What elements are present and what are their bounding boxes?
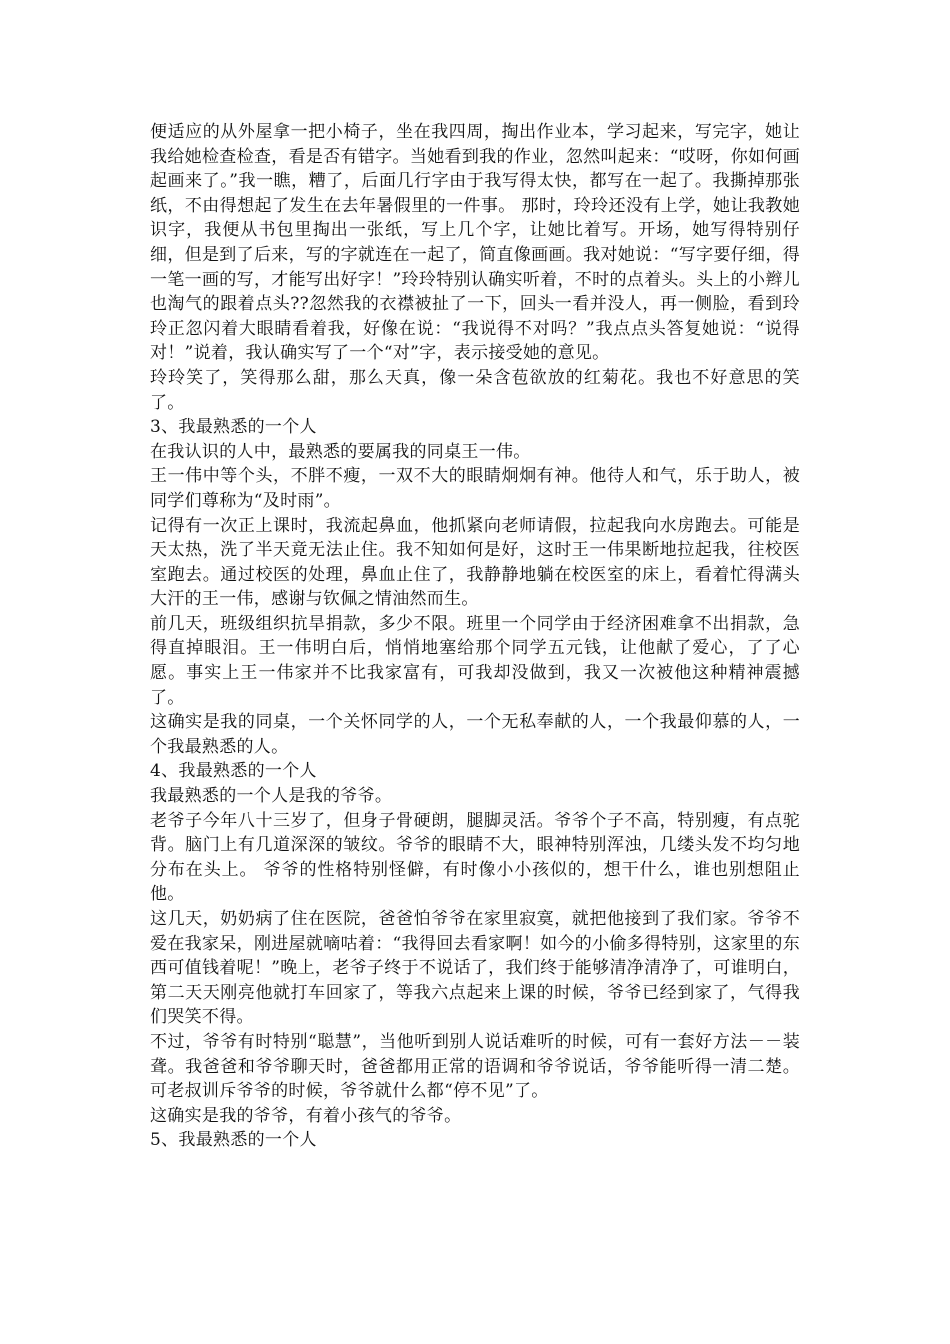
paragraph: 记得有一次正上课时，我流起鼻血，他抓紧向老师请假，拉起我向水房跑去。可能是天太热，洗了半天竟无法止住。我不知如何是好，这时王一伟果断地拉起我，往校医室跑去。通过校医的处理，鼻血止住了，我静静地躺在校医室的床上，看着忙得满头大汗的王一伟，感谢与钦佩之情油然而生。 [150,515,800,610]
section-heading-3: 3、我最熟悉的一个人 [150,417,317,438]
paragraph-story-ending: 玲玲笑了，笑得那么甜，那么天真，像一朵含苞欲放的红菊花。我也不好意思的笑了。 [150,367,800,413]
section-heading-4: 4、我最熟悉的一个人 [150,761,317,782]
paragraph: 这确实是我的爷爷，有着小孩气的爷爷。 [150,1105,462,1126]
paragraph: 王一伟中等个头，不胖不瘦，一双不大的眼睛炯炯有神。他待人和气，乐于助人，被同学们尊称为“及时雨”。 [150,466,800,511]
paragraph: 这确实是我的同桌，一个关怀同学的人，一个无私奉献的人，一个我最仰慕的人，一个我最熟悉的人。 [150,712,800,757]
section-heading-5: 5、我最熟悉的一个人 [150,1130,317,1151]
paragraph: 前几天，班级组织抗旱捐款，多少不限。班里一个同学由于经济困难拿不出捐款，急得直掉眼泪。王一伟明白后，悄悄地塞给那个同学五元钱，让他献了爱心，了了心愿。事实上王一伟家并不比我家富有，可我却没做到，我又一次被他这种精神震撼了。 [150,613,800,708]
paragraph: 不过，爷爷有时特别“聪慧”，当他听到别人说话难听的时候，可有一套好方法－－装聋。我爸爸和爷爷聊天时，爸爸都用正常的语调和爷爷说话，爷爷能听得一清二楚。可老叔训斥爷爷的时候，爷爷就什么都“停不见”了。 [150,1031,800,1102]
paragraph: 我最熟悉的一个人是我的爷爷。 [150,786,393,807]
paragraph: 老爷子今年八十三岁了，但身子骨硬朗，腿脚灵活。爷爷个子不高，特别瘦，有点驼背。脑门上有几道深深的皱纹。爷爷的眼睛不大，眼神特别浑浊，几缕头发不均匀地分布在头上。 爷爷的性格特别怪僻，有时像小小孩似的，想干什么，谁也别想阻止他。 [150,810,800,905]
paragraph: 在我认识的人中，最熟悉的要属我的同桌王一伟。 [150,441,531,462]
document-body [150,120,800,1153]
paragraph: 这几天，奶奶病了住在医院，爸爸怕爷爷在家里寂寞，就把他接到了我们家。爷爷不爱在我家呆，刚进屋就嘀咕着：“我得回去看家啊！如今的小偷多得特别，这家里的东西可值钱着呢！”晚上，老爷子终于不说话了，我们终于能够清净清净了，可谁明白，第二天天刚亮他就打车回家了，等我六点起来上课的时候，爷爷已经到家了，气得我们哭笑不得。 [150,909,800,1028]
paragraph-story-continuation: 便适应的从外屋拿一把小椅子，坐在我四周，掏出作业本，学习起来，写完字，她让我给她检查检查，看是否有错字。当她看到我的作业，忽然叫起来：“哎呀，你如何画起画来了。”我一瞧，糟了，后面几行字由于我写得太快，都写在一起了。我撕掉那张纸，不由得想起了发生在去年暑假里的一件事。 那时，玲玲还没有上学，她让我教她识字，我便从书包里掏出一张纸，写上几个字，让她比着写。开场，她写得特别仔细，但是到了后来，写的字就连在一起了，简直像画画。我对她说：“写字要仔细，得一笔一画的写，才能写出好字！”玲玲特别认确实听着，不时的点着头。头上的小辫儿也淘气的跟着点头??忽然我的衣襟被扯了一下，回头一看并没人，再一侧脸，看到玲玲正忽闪着大眼睛看着我，好像在说：“我说得不对吗？”我点点头答复她说：“说得对！”说着，我认确实写了一个“对”字，表示接受她的意见。 [150,122,800,364]
